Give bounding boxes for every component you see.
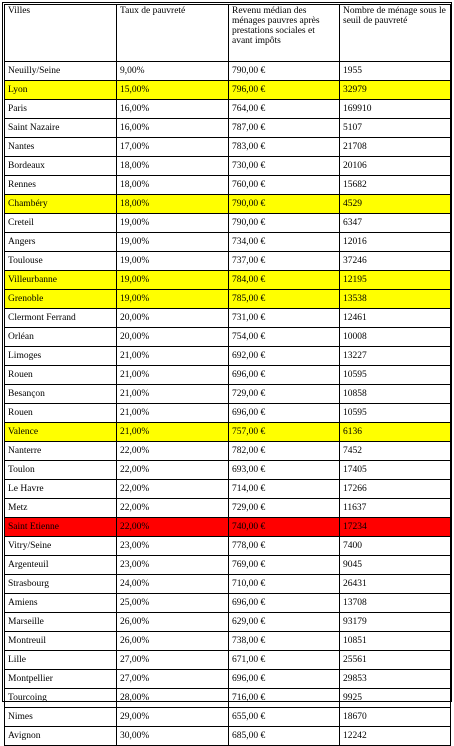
cell-city: Grenoble [5,290,117,309]
cell-city: Clermont Ferrand [5,309,117,328]
cell-city: Vitry/Seine [5,537,117,556]
cell-households: 10851 [340,632,451,651]
cell-rate: 22,00% [117,461,229,480]
table-row [5,309,451,328]
cell-households: 9925 [340,689,451,708]
cell-city: Marseille [5,613,117,632]
cell-city: Limoges [5,347,117,366]
table-row [5,632,451,651]
cell-income: 790,00 € [229,62,340,81]
cell-income: 778,00 € [229,537,340,556]
cell-households: 17234 [340,518,451,537]
cell-rate: 18,00% [117,176,229,195]
table-row [5,575,451,594]
table-row [5,271,451,290]
cell-rate: 22,00% [117,442,229,461]
table-row [5,157,451,176]
cell-income: 787,00 € [229,119,340,138]
cell-city: Chambéry [5,195,117,214]
table-row [5,385,451,404]
cell-rate: 22,00% [117,499,229,518]
table-row [5,290,451,309]
cell-rate: 19,00% [117,271,229,290]
table-row [5,423,451,442]
cell-households: 20106 [340,157,451,176]
cell-income: 785,00 € [229,290,340,309]
cell-income: 696,00 € [229,404,340,423]
cell-households: 5107 [340,119,451,138]
cell-households: 10008 [340,328,451,347]
cell-income: 693,00 € [229,461,340,480]
cell-income: 710,00 € [229,575,340,594]
cell-rate: 21,00% [117,366,229,385]
cell-households: 13708 [340,594,451,613]
cell-income: 716,00 € [229,689,340,708]
cell-city: Villeurbanne [5,271,117,290]
cell-rate: 21,00% [117,423,229,442]
cell-income: 790,00 € [229,195,340,214]
cell-households: 18670 [340,708,451,727]
table-body [5,62,451,746]
cell-rate: 20,00% [117,309,229,328]
cell-income: 729,00 € [229,385,340,404]
cell-households: 12242 [340,727,451,746]
cell-households: 6136 [340,423,451,442]
header-revenu: Revenu médian des ménages pauvres après prestations sociales et avant impôts [229,5,340,62]
cell-income: 760,00 € [229,176,340,195]
cell-rate: 28,00% [117,689,229,708]
table-row [5,252,451,271]
cell-rate: 26,00% [117,613,229,632]
cell-income: 754,00 € [229,328,340,347]
table-row [5,214,451,233]
header-row [5,5,451,62]
cell-households: 10595 [340,404,451,423]
cell-rate: 22,00% [117,518,229,537]
table-row [5,708,451,727]
cell-income: 729,00 € [229,499,340,518]
cell-rate: 26,00% [117,632,229,651]
table-row [5,499,451,518]
table-row [5,613,451,632]
table-row [5,404,451,423]
cell-rate: 19,00% [117,252,229,271]
cell-city: Amiens [5,594,117,613]
header-taux: Taux de pauvreté [117,5,229,62]
cell-rate: 19,00% [117,290,229,309]
cell-income: 730,00 € [229,157,340,176]
cell-income: 782,00 € [229,442,340,461]
cell-city: Le Havre [5,480,117,499]
table-row [5,62,451,81]
table-row [5,594,451,613]
cell-rate: 24,00% [117,575,229,594]
cell-households: 17405 [340,461,451,480]
cell-households: 6347 [340,214,451,233]
cell-income: 783,00 € [229,138,340,157]
table-row [5,176,451,195]
cell-city: Saint Nazaire [5,119,117,138]
cell-income: 734,00 € [229,233,340,252]
cell-households: 9045 [340,556,451,575]
cell-city: Montreuil [5,632,117,651]
cell-households: 7400 [340,537,451,556]
cell-households: 12461 [340,309,451,328]
cell-city: Neuilly/Seine [5,62,117,81]
cell-rate: 27,00% [117,670,229,689]
table-row [5,138,451,157]
cell-households: 37246 [340,252,451,271]
cell-city: Montpellier [5,670,117,689]
cell-income: 696,00 € [229,366,340,385]
cell-income: 696,00 € [229,670,340,689]
cell-rate: 30,00% [117,727,229,746]
table-row [5,366,451,385]
table-row [5,119,451,138]
cell-income: 696,00 € [229,594,340,613]
cell-households: 12195 [340,271,451,290]
cell-households: 29853 [340,670,451,689]
cell-rate: 23,00% [117,556,229,575]
cell-city: Avignon [5,727,117,746]
cell-rate: 20,00% [117,328,229,347]
cell-households: 21708 [340,138,451,157]
cell-rate: 25,00% [117,594,229,613]
cell-households: 13538 [340,290,451,309]
cell-rate: 15,00% [117,81,229,100]
cell-households: 32979 [340,81,451,100]
cell-income: 737,00 € [229,252,340,271]
cell-city: Rouen [5,366,117,385]
cell-rate: 21,00% [117,404,229,423]
cell-city: Strasbourg [5,575,117,594]
cell-households: 11637 [340,499,451,518]
cell-city: Nanterre [5,442,117,461]
table-row [5,689,451,708]
cell-income: 629,00 € [229,613,340,632]
cell-rate: 18,00% [117,157,229,176]
cell-rate: 21,00% [117,347,229,366]
cell-households: 10595 [340,366,451,385]
cell-city: Saint Etienne [5,518,117,537]
table-row [5,347,451,366]
cell-rate: 16,00% [117,100,229,119]
cell-rate: 17,00% [117,138,229,157]
table-row [5,461,451,480]
cell-income: 671,00 € [229,651,340,670]
cell-city: Argenteuil [5,556,117,575]
cell-income: 757,00 € [229,423,340,442]
cell-households: 26431 [340,575,451,594]
cell-city: Toulon [5,461,117,480]
cell-city: Tourcoing [5,689,117,708]
cell-city: Lille [5,651,117,670]
cell-city: Toulouse [5,252,117,271]
cell-city: Valence [5,423,117,442]
cell-income: 714,00 € [229,480,340,499]
cell-income: 740,00 € [229,518,340,537]
cell-city: Bordeaux [5,157,117,176]
cell-rate: 23,00% [117,537,229,556]
cell-city: Metz [5,499,117,518]
table-row [5,727,451,746]
cell-households: 10858 [340,385,451,404]
cell-rate: 29,00% [117,708,229,727]
cell-households: 12016 [340,233,451,252]
cell-households: 15682 [340,176,451,195]
cell-rate: 9,00% [117,62,229,81]
cell-income: 796,00 € [229,81,340,100]
cell-rate: 19,00% [117,214,229,233]
cell-city: Besançon [5,385,117,404]
cell-rate: 21,00% [117,385,229,404]
cell-income: 769,00 € [229,556,340,575]
cell-income: 731,00 € [229,309,340,328]
cell-rate: 22,00% [117,480,229,499]
cell-city: Nimes [5,708,117,727]
table-row [5,651,451,670]
cell-city: Nantes [5,138,117,157]
cell-households: 7452 [340,442,451,461]
cell-income: 790,00 € [229,214,340,233]
table-row [5,442,451,461]
table-row [5,518,451,537]
cell-households: 25561 [340,651,451,670]
cell-city: Orléan [5,328,117,347]
header-villes: Villes [5,5,117,62]
poverty-table [4,4,451,746]
table-header [5,5,451,62]
table-row [5,480,451,499]
cell-households: 4529 [340,195,451,214]
cell-city: Paris [5,100,117,119]
header-nombre: Nombre de ménage sous le seuil de pauvreté [340,5,451,62]
table-row [5,670,451,689]
table-row [5,233,451,252]
cell-households: 169910 [340,100,451,119]
cell-city: Angers [5,233,117,252]
cell-rate: 16,00% [117,119,229,138]
cell-income: 784,00 € [229,271,340,290]
cell-income: 685,00 € [229,727,340,746]
cell-income: 655,00 € [229,708,340,727]
cell-city: Rennes [5,176,117,195]
cell-rate: 19,00% [117,233,229,252]
cell-income: 738,00 € [229,632,340,651]
cell-rate: 18,00% [117,195,229,214]
cell-households: 13227 [340,347,451,366]
table-row [5,537,451,556]
cell-households: 17266 [340,480,451,499]
cell-rate: 27,00% [117,651,229,670]
cell-city: Lyon [5,81,117,100]
cell-households: 93179 [340,613,451,632]
cell-city: Creteil [5,214,117,233]
table-row [5,81,451,100]
table-row [5,328,451,347]
cell-city: Rouen [5,404,117,423]
table-row [5,100,451,119]
cell-income: 764,00 € [229,100,340,119]
table-row [5,556,451,575]
cell-households: 1955 [340,62,451,81]
cell-income: 692,00 € [229,347,340,366]
table-row [5,195,451,214]
